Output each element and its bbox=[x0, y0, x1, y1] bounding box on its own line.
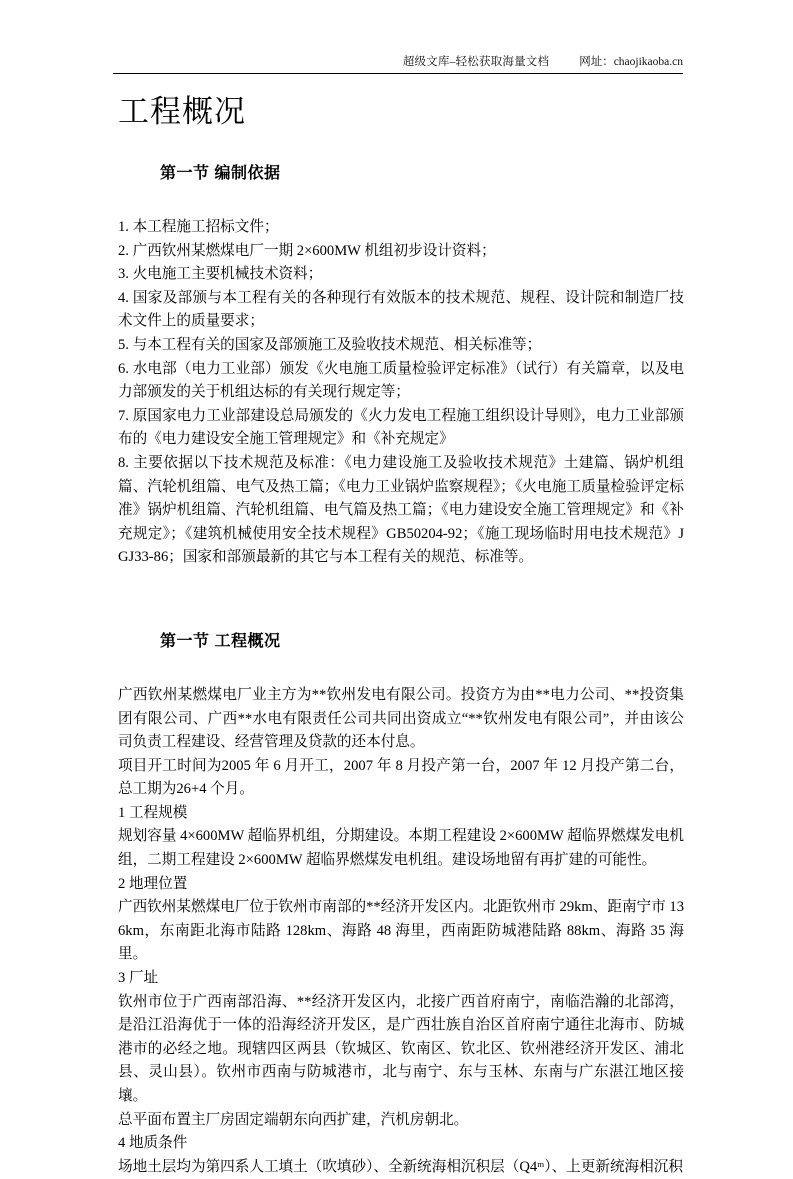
spacer-section2-heading-to-body bbox=[118, 654, 684, 684]
section1-paragraph-1: 1. 本工程施工招标文件； bbox=[118, 219, 279, 235]
section1-paragraph-4: 4. 国家及部颁与本工程有关的各种现行有效版本的技术规范、规程、设计院和制造厂技术文件上的质量要求； bbox=[118, 289, 684, 330]
section2-paragraph-scale-body: 规划容量 4×600MW 超临界机组，分期建设。本期工程建设 2×600MW 超临界燃煤发电机组，二期工程建设 2×600MW 超临界燃煤发电机组。建设场地留有再扩建的可能性。 bbox=[118, 828, 684, 869]
section1-paragraph-8: 8. 主要依据以下技术规范及标准：《电力建设施工及验收技术规范》土建篇、锅炉机组篇、汽轮机组篇、电气及热工篇；《电力工业锅炉监察规程》；《火电施工质量检验评定标准》锅炉机组篇、汽轮机组篇、电气篇及热工篇；《电力建设安全施工管理规定》和《补充规定》；《建筑机械使用安全技术规程》GB50204-92；《施工现场临时用电技术规范》JGJ33-86；国家和部颁最新的其它与本工程有关的规范、标准等。 bbox=[118, 454, 684, 566]
section2-paragraph-1: 广西钦州某燃煤电厂业主方为**钦州发电有限公司。投资方为由**电力公司、**投资集团有限公司、广西**水电有限责任公司共同出资成立“**钦州发电有限公司”，并由该公司负责工程建设、经营管理及贷款的还本付息。 bbox=[118, 686, 684, 751]
page-header bbox=[113, 52, 683, 74]
header-brand-label: 超级文库–轻松获取海量文档 bbox=[402, 56, 550, 68]
section2-paragraph-location-body: 广西钦州某燃煤电厂位于钦州市南部的**经济开发区内。北距钦州市 29km、距南宁市 136km，东南距北海市陆路 128km、海路 48 海里，西南距防城港陆路 88km、海路 35 海里。 bbox=[118, 899, 684, 963]
page-title: 工程概况 bbox=[118, 94, 246, 129]
spacer-section1-to-section2 bbox=[118, 570, 684, 630]
section2-subheading-location: 2 地理位置 bbox=[118, 875, 188, 892]
document-body bbox=[118, 92, 684, 1179]
section2-paragraph-2: 项目开工时间为2005 年 6 月开工，2007 年 8 月投产第一台，2007 年 12 月投产第二台，总工期为26+4 个月。 bbox=[118, 757, 684, 798]
header-url-label: 网址：chaojikaoba.cn bbox=[579, 56, 683, 68]
section-heading-2: 第一节 工程概况 bbox=[160, 632, 281, 650]
section1-paragraph-6: 6. 水电部（电力工业部）颁发《火电施工质量检验评定标准》（试行）有关篇章，以及电力部颁发的关于机组达标的有关现行规定等； bbox=[118, 360, 684, 401]
section1-paragraph-7: 7. 原国家电力工业部建设总局颁发的《火力发电工程施工组织设计导则》，电力工业部颁布的《电力建设安全施工管理规定》和《补充规定》 bbox=[118, 407, 684, 448]
section1-paragraph-5: 5. 与本工程有关的国家及部颁施工及验收技术规范、相关标准等； bbox=[118, 336, 542, 353]
section1-paragraph-3: 3. 火电施工主要机械技术资料； bbox=[118, 266, 323, 283]
section1-paragraph-2: 2. 广西钦州某燃煤电厂一期 2×600MW 机组初步设计资料； bbox=[118, 242, 496, 259]
section2-paragraph-site-layout: 总平面布置主厂房固定端朝东向西扩建，汽机房朝北。 bbox=[118, 1111, 469, 1128]
spacer-section1-heading-to-body bbox=[118, 186, 684, 216]
section2-paragraph-site-body: 钦州市位于广西南部沿海、**经济开发区内，北接广西首府南宁，南临浩瀚的北部湾，是沿江沿海优于一体的沿海经济开发区，是广西壮族自治区首府南宁通往北海市、防城港市的必经之地。现辖四区两县（钦城区、钦南区、钦北区、钦州港经济开发区、浦北县、灵山县）。钦州市西南与防城港市，北与南宁、东与玉林、东南与广东湛江地区接壤。 bbox=[118, 993, 684, 1104]
spacer-title-to-section1 bbox=[118, 132, 684, 162]
section2-subheading-geology: 4 地质条件 bbox=[118, 1135, 188, 1152]
section-heading-1: 第一节 编制依据 bbox=[160, 165, 281, 182]
section2-subheading-site: 3 厂址 bbox=[118, 970, 159, 987]
section2-subheading-scale: 1 工程规模 bbox=[118, 804, 188, 821]
section2-paragraph-geology-body: 场地土层均为第四系人工填土（吹填砂）、全新统海相沉积层（Q4ᵐ）、上更新统海相沉积 bbox=[118, 1158, 683, 1175]
